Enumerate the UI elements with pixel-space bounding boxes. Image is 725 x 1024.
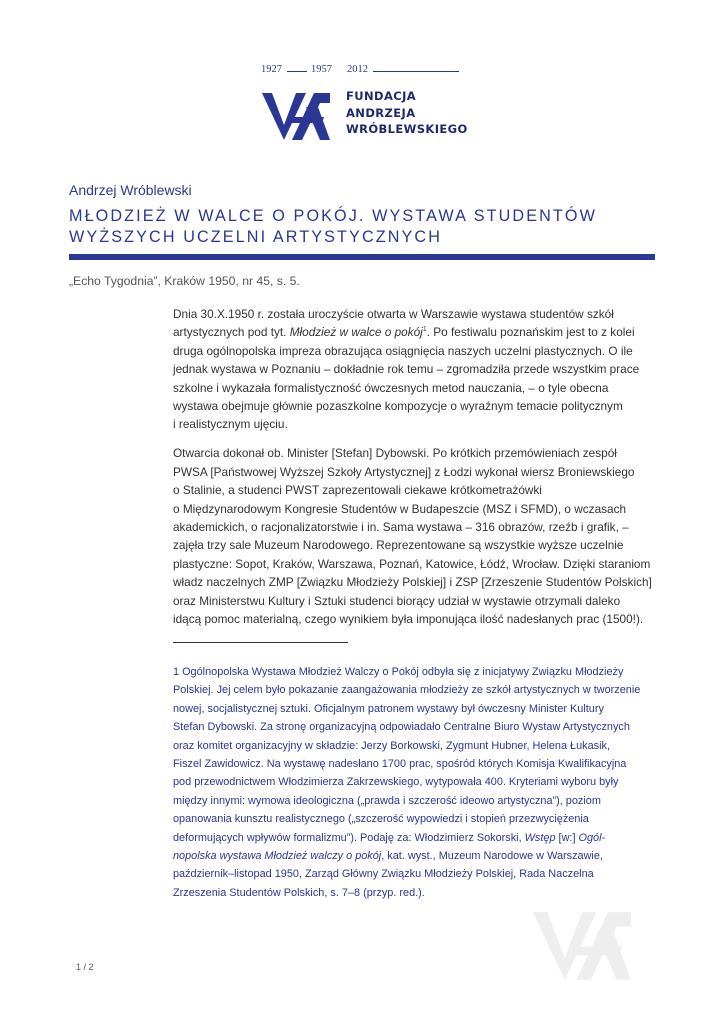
body-line: o Stalinie, a studenci PWST zaprezentowali ciekawe krótkometrażówki (173, 483, 542, 498)
body-line: akademickich, o racjonalizatorstwie i in. Sama wystawa – 316 obrazów, rzeźb i grafik, – (173, 519, 629, 534)
body-line: zajęła trzy sale Muzeum Narodowego. Reprezentowane są wszystkie wyższe uczelnie (173, 538, 624, 553)
footnote-divider (173, 642, 348, 643)
footnote-text: , kat. wyst., Muzeum Narodowe w Warszawie, (381, 850, 603, 863)
footnote-line: Fiszel Zawidowicz. Na wystawę nadesłano 1700 prac, spośród których Komisja Kwalifikacyjna (173, 758, 627, 771)
footnote-line: oraz komitet organizacyjny w składzie: Jerzy Borkowski, Zygmunt Hubner, Helena Łukasik, (173, 739, 611, 752)
footnote-line: opanowania kunsztu realistycznego („szczerość wypowiedzi i stopień przezwyciężenia (173, 813, 589, 826)
foundation-name (346, 88, 476, 138)
article-body (173, 305, 655, 639)
article-source: „Echo Tygodnia”, Kraków 1950, nr 45, s. 5. (69, 274, 300, 288)
timeline-dash (373, 71, 459, 72)
body-line: i realistycznym ujęciu. (173, 417, 288, 432)
footnote-line: Polskiej. Jej celem było pokazanie zaangażowania młodzieży ze szkół artystycznych w tworzenie (173, 684, 641, 697)
foundation-aw-logo-icon (262, 93, 330, 140)
title-line: MŁODZIEŻ W WALCE O POKÓJ. WYSTAWA STUDENTÓW (69, 207, 597, 225)
footnote (173, 663, 655, 902)
body-line: idącą pomoc materialną, czego wynikiem była imponująca ilość nadesłanych prac (1500!). (173, 612, 644, 626)
body-line: PWSA [Państwowej Wyższej Szkoły Artystycznej] z Łodzi wykonał wiersz Broniewskiego (173, 464, 635, 479)
footnote-italic: nopolska wystawa Młodzież walczy o pokój (173, 850, 382, 863)
year-1957: 1957 (311, 64, 332, 75)
foundation-name-line: ANDRZEJA (346, 105, 416, 120)
paragraph (173, 305, 655, 434)
body-line: o Międzynarodowym Kongresie Studentów w Budapeszcie (MSZ i SFMD), o wczasach (173, 501, 627, 516)
body-line (173, 323, 655, 341)
article-title (69, 206, 659, 248)
footnote-line: pod przewodnictwem Włodzimierza Zakrzewskiego, wytypowała 400. Kryteriami wyboru były (173, 776, 619, 789)
paragraph (173, 444, 655, 628)
footnote-line: nowej, socjalistycznej sztuki. Oficjalnym patronem wystawy był ówczesny Minister Kultury (173, 702, 604, 715)
page-number: 1 / 2 (76, 962, 94, 972)
footnote-reference[interactable]: 1 (422, 326, 427, 334)
footnote-line: Zrzeszenia Studentów Polskich, s. 7–8 (przyp. red.). (173, 886, 425, 899)
body-line: Otwarcia dokonał ob. Minister [Stefan] Dybowski. Po krótkich przemówieniach zespół (173, 446, 617, 461)
footnote-line (173, 829, 655, 847)
footnote-line: październik–listopad 1950, Zarząd Główny Związku Młodzieży Polskiej, Rada Naczelna (173, 868, 594, 881)
footnote-line (173, 847, 655, 865)
body-line: Dnia 30.X.1950 r. została uroczyście otwarta w Warszawie wystawa studentów szkół (173, 307, 614, 321)
article-author: Andrzej Wróblewski (69, 182, 192, 198)
footnote-line: Stefan Dybowski. Za stronę organizacyjną odpowiadało Centralne Biuro Wystaw Artystycznych (173, 721, 630, 734)
foundation-name-line: FUNDACJA (346, 89, 417, 103)
footnote-text: deformujących wpływów formalizmu”). Podaję za: Włodzimierz Sokorski, (173, 831, 525, 844)
body-line: władz naczelnych ZMP [Związku Młodzieży Polskiej] i ZSP [Zrzeszenie Studentów Polskich] (173, 575, 652, 590)
footnote-text: [w:] (555, 831, 579, 844)
body-line: jednak wystawa w Poznaniu – dokładnie rok temu – zgromadziła przede wszystkim prace (173, 362, 640, 377)
body-line: druga ogólnopolska impreza obrazująca osiągnięcia naszych uczelni plastycznych. O ile (173, 343, 633, 358)
body-line: szkolne i wykazała formalistyczność ówczesnych metod nauczania, – o tyle obecna (173, 380, 609, 395)
year-2012: 2012 (347, 64, 368, 75)
title-rule (69, 254, 655, 260)
footnote-line: 1 Ogólnopolska Wystawa Młodzież Walczy o Pokój odbyła się z inicjatywy Związku Młodzieży (173, 666, 624, 678)
timeline-dash (287, 71, 307, 72)
body-text: . Po festiwalu poznańskim jest to z kolei (426, 325, 635, 340)
body-line: oraz Ministerstwu Kultury i Sztuki studenci biorący udział w wystawie otrzymali daleko (173, 593, 621, 608)
footnote-line: między innymi: wymowa ideologiczna („prawda i szczerość ideowo artystyczna”), poziom (173, 794, 601, 807)
watermark-logo-icon (533, 912, 631, 980)
exhibition-title: Młodzież w walce o pokój (289, 325, 423, 340)
title-line: WYŻSZYCH UCZELNI ARTYSTYCZNYCH (69, 228, 442, 246)
footnote-italic: Wstęp (524, 831, 556, 844)
body-line: wystawa obejmuje głównie pozaszkolne kompozycje o wyraźnym temacie politycznym (173, 399, 623, 414)
body-line: plastyczne: Sopot, Kraków, Warszawa, Poznań, Katowice, Łódź, Wrocław. Dzięki staraniom (173, 556, 651, 571)
year-1927: 1927 (261, 64, 282, 75)
years-timeline (261, 64, 461, 78)
body-text: artystycznych pod tyt. (173, 325, 290, 340)
foundation-name-line: WRÓBLEWSKIEGO (346, 122, 468, 136)
footnote-italic: Ogól- (578, 831, 606, 844)
